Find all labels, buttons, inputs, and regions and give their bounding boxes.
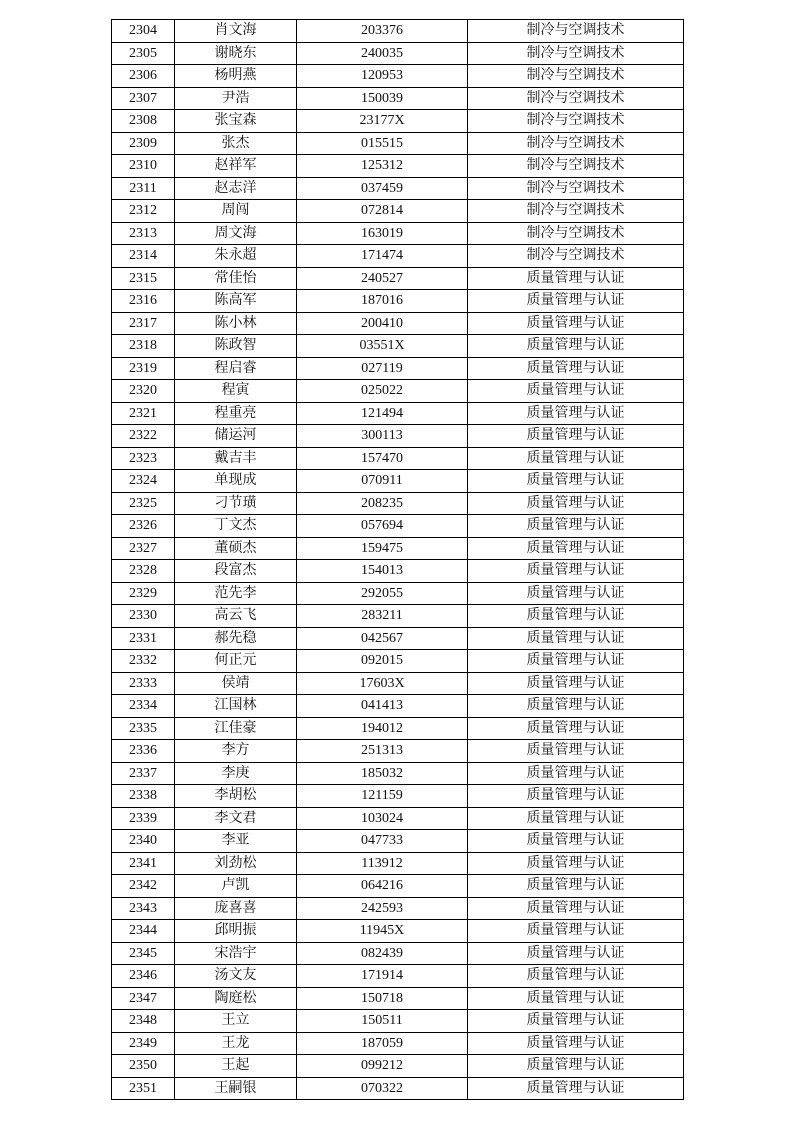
row-number-cell: 2342	[112, 875, 175, 898]
id-cell: 082439	[297, 942, 468, 965]
id-cell: 092015	[297, 650, 468, 673]
major-cell: 质量管理与认证	[468, 605, 684, 628]
name-cell: 朱永超	[175, 245, 297, 268]
name-cell: 杨明燕	[175, 65, 297, 88]
id-cell: 150039	[297, 87, 468, 110]
id-cell: 171474	[297, 245, 468, 268]
major-cell: 质量管理与认证	[468, 492, 684, 515]
table-row	[112, 402, 684, 425]
row-number-cell: 2322	[112, 425, 175, 448]
row-number-cell: 2325	[112, 492, 175, 515]
row-number-cell: 2306	[112, 65, 175, 88]
row-number-cell: 2308	[112, 110, 175, 133]
id-cell: 041413	[297, 695, 468, 718]
row-number-cell: 2324	[112, 470, 175, 493]
major-cell: 质量管理与认证	[468, 470, 684, 493]
name-cell: 宋浩宇	[175, 942, 297, 965]
name-cell: 周闯	[175, 200, 297, 223]
row-number-cell: 2315	[112, 267, 175, 290]
id-cell: 154013	[297, 560, 468, 583]
name-cell: 储运河	[175, 425, 297, 448]
table-row	[112, 515, 684, 538]
row-number-cell: 2351	[112, 1077, 175, 1100]
table-row	[112, 470, 684, 493]
major-cell: 质量管理与认证	[468, 650, 684, 673]
major-cell: 质量管理与认证	[468, 785, 684, 808]
id-cell: 208235	[297, 492, 468, 515]
id-cell: 070911	[297, 470, 468, 493]
major-cell: 质量管理与认证	[468, 807, 684, 830]
name-cell: 尹浩	[175, 87, 297, 110]
row-number-cell: 2334	[112, 695, 175, 718]
major-cell: 制冷与空调技术	[468, 200, 684, 223]
table-row	[112, 582, 684, 605]
major-cell: 制冷与空调技术	[468, 110, 684, 133]
name-cell: 张杰	[175, 132, 297, 155]
name-cell: 汤文友	[175, 965, 297, 988]
table-row	[112, 830, 684, 853]
table-row	[112, 335, 684, 358]
major-cell: 质量管理与认证	[468, 897, 684, 920]
major-cell: 质量管理与认证	[468, 560, 684, 583]
name-cell: 江国林	[175, 695, 297, 718]
table-row	[112, 1010, 684, 1033]
table-row	[112, 672, 684, 695]
row-number-cell: 2345	[112, 942, 175, 965]
id-cell: 23177X	[297, 110, 468, 133]
table-row	[112, 357, 684, 380]
row-number-cell: 2347	[112, 987, 175, 1010]
id-cell: 121494	[297, 402, 468, 425]
major-cell: 制冷与空调技术	[468, 245, 684, 268]
table-row	[112, 537, 684, 560]
row-number-cell: 2344	[112, 920, 175, 943]
row-number-cell: 2348	[112, 1010, 175, 1033]
name-cell: 常佳怡	[175, 267, 297, 290]
major-cell: 质量管理与认证	[468, 267, 684, 290]
name-cell: 王立	[175, 1010, 297, 1033]
major-cell: 制冷与空调技术	[468, 42, 684, 65]
name-cell: 刁节璜	[175, 492, 297, 515]
table-row	[112, 312, 684, 335]
row-number-cell: 2307	[112, 87, 175, 110]
major-cell: 质量管理与认证	[468, 290, 684, 313]
id-cell: 027119	[297, 357, 468, 380]
id-cell: 300113	[297, 425, 468, 448]
table-row	[112, 1055, 684, 1078]
id-cell: 03551X	[297, 335, 468, 358]
major-cell: 质量管理与认证	[468, 852, 684, 875]
name-cell: 王龙	[175, 1032, 297, 1055]
row-number-cell: 2319	[112, 357, 175, 380]
table-row	[112, 20, 684, 43]
name-cell: 董硕杰	[175, 537, 297, 560]
major-cell: 质量管理与认证	[468, 627, 684, 650]
table-row	[112, 155, 684, 178]
major-cell: 质量管理与认证	[468, 515, 684, 538]
name-cell: 陈小林	[175, 312, 297, 335]
id-cell: 292055	[297, 582, 468, 605]
id-cell: 159475	[297, 537, 468, 560]
table-row	[112, 965, 684, 988]
row-number-cell: 2340	[112, 830, 175, 853]
major-cell: 质量管理与认证	[468, 357, 684, 380]
major-cell: 质量管理与认证	[468, 942, 684, 965]
row-number-cell: 2316	[112, 290, 175, 313]
row-number-cell: 2350	[112, 1055, 175, 1078]
row-number-cell: 2323	[112, 447, 175, 470]
row-number-cell: 2349	[112, 1032, 175, 1055]
row-number-cell: 2309	[112, 132, 175, 155]
name-cell: 谢晓东	[175, 42, 297, 65]
table-row	[112, 920, 684, 943]
roster-table	[111, 19, 684, 1100]
row-number-cell: 2331	[112, 627, 175, 650]
table-row	[112, 762, 684, 785]
table-row	[112, 717, 684, 740]
row-number-cell: 2327	[112, 537, 175, 560]
table-row	[112, 65, 684, 88]
major-cell: 质量管理与认证	[468, 582, 684, 605]
major-cell: 质量管理与认证	[468, 875, 684, 898]
id-cell: 120953	[297, 65, 468, 88]
id-cell: 037459	[297, 177, 468, 200]
row-number-cell: 2313	[112, 222, 175, 245]
row-number-cell: 2317	[112, 312, 175, 335]
table-row	[112, 200, 684, 223]
table-row	[112, 245, 684, 268]
name-cell: 赵志洋	[175, 177, 297, 200]
table-row	[112, 897, 684, 920]
id-cell: 163019	[297, 222, 468, 245]
major-cell: 质量管理与认证	[468, 1032, 684, 1055]
name-cell: 单现成	[175, 470, 297, 493]
id-cell: 251313	[297, 740, 468, 763]
table-row	[112, 627, 684, 650]
name-cell: 段富杰	[175, 560, 297, 583]
table-row	[112, 852, 684, 875]
row-number-cell: 2336	[112, 740, 175, 763]
table-row	[112, 380, 684, 403]
major-cell: 质量管理与认证	[468, 402, 684, 425]
table-row	[112, 942, 684, 965]
name-cell: 程寅	[175, 380, 297, 403]
name-cell: 陈高军	[175, 290, 297, 313]
id-cell: 194012	[297, 717, 468, 740]
major-cell: 制冷与空调技术	[468, 177, 684, 200]
row-number-cell: 2314	[112, 245, 175, 268]
id-cell: 187016	[297, 290, 468, 313]
name-cell: 高云飞	[175, 605, 297, 628]
major-cell: 制冷与空调技术	[468, 132, 684, 155]
id-cell: 072814	[297, 200, 468, 223]
row-number-cell: 2335	[112, 717, 175, 740]
table-row	[112, 1032, 684, 1055]
name-cell: 肖文海	[175, 20, 297, 43]
name-cell: 陈政智	[175, 335, 297, 358]
major-cell: 质量管理与认证	[468, 717, 684, 740]
row-number-cell: 2304	[112, 20, 175, 43]
major-cell: 制冷与空调技术	[468, 222, 684, 245]
table-row	[112, 492, 684, 515]
name-cell: 庞喜喜	[175, 897, 297, 920]
id-cell: 099212	[297, 1055, 468, 1078]
id-cell: 025022	[297, 380, 468, 403]
name-cell: 丁文杰	[175, 515, 297, 538]
major-cell: 质量管理与认证	[468, 1055, 684, 1078]
id-cell: 283211	[297, 605, 468, 628]
name-cell: 郝先稳	[175, 627, 297, 650]
table-row	[112, 110, 684, 133]
row-number-cell: 2305	[112, 42, 175, 65]
row-number-cell: 2338	[112, 785, 175, 808]
table-row	[112, 267, 684, 290]
name-cell: 李文君	[175, 807, 297, 830]
major-cell: 质量管理与认证	[468, 965, 684, 988]
name-cell: 周文海	[175, 222, 297, 245]
name-cell: 范先李	[175, 582, 297, 605]
row-number-cell: 2333	[112, 672, 175, 695]
id-cell: 203376	[297, 20, 468, 43]
major-cell: 质量管理与认证	[468, 695, 684, 718]
id-cell: 064216	[297, 875, 468, 898]
major-cell: 质量管理与认证	[468, 425, 684, 448]
id-cell: 185032	[297, 762, 468, 785]
major-cell: 制冷与空调技术	[468, 20, 684, 43]
name-cell: 邱明振	[175, 920, 297, 943]
name-cell: 赵祥军	[175, 155, 297, 178]
table-row	[112, 740, 684, 763]
id-cell: 242593	[297, 897, 468, 920]
major-cell: 质量管理与认证	[468, 312, 684, 335]
name-cell: 程重亮	[175, 402, 297, 425]
table-row	[112, 290, 684, 313]
id-cell: 125312	[297, 155, 468, 178]
major-cell: 质量管理与认证	[468, 447, 684, 470]
row-number-cell: 2343	[112, 897, 175, 920]
table-row	[112, 785, 684, 808]
table-row	[112, 177, 684, 200]
row-number-cell: 2320	[112, 380, 175, 403]
name-cell: 李方	[175, 740, 297, 763]
major-cell: 制冷与空调技术	[468, 87, 684, 110]
major-cell: 质量管理与认证	[468, 672, 684, 695]
name-cell: 李庚	[175, 762, 297, 785]
row-number-cell: 2330	[112, 605, 175, 628]
id-cell: 047733	[297, 830, 468, 853]
row-number-cell: 2337	[112, 762, 175, 785]
table-row	[112, 87, 684, 110]
table-row	[112, 807, 684, 830]
table-row	[112, 560, 684, 583]
row-number-cell: 2311	[112, 177, 175, 200]
table-row	[112, 42, 684, 65]
major-cell: 质量管理与认证	[468, 1010, 684, 1033]
name-cell: 卢凯	[175, 875, 297, 898]
name-cell: 李亚	[175, 830, 297, 853]
table-row	[112, 650, 684, 673]
name-cell: 江佳豪	[175, 717, 297, 740]
document-page	[111, 19, 683, 1100]
table-row	[112, 222, 684, 245]
major-cell: 质量管理与认证	[468, 762, 684, 785]
row-number-cell: 2321	[112, 402, 175, 425]
name-cell: 王起	[175, 1055, 297, 1078]
name-cell: 程启睿	[175, 357, 297, 380]
major-cell: 质量管理与认证	[468, 380, 684, 403]
row-number-cell: 2310	[112, 155, 175, 178]
id-cell: 157470	[297, 447, 468, 470]
row-number-cell: 2328	[112, 560, 175, 583]
id-cell: 070322	[297, 1077, 468, 1100]
id-cell: 11945X	[297, 920, 468, 943]
major-cell: 制冷与空调技术	[468, 155, 684, 178]
table-row	[112, 425, 684, 448]
row-number-cell: 2332	[112, 650, 175, 673]
table-row	[112, 875, 684, 898]
name-cell: 张宝森	[175, 110, 297, 133]
id-cell: 171914	[297, 965, 468, 988]
major-cell: 质量管理与认证	[468, 335, 684, 358]
id-cell: 057694	[297, 515, 468, 538]
id-cell: 150511	[297, 1010, 468, 1033]
row-number-cell: 2346	[112, 965, 175, 988]
name-cell: 侯靖	[175, 672, 297, 695]
id-cell: 240527	[297, 267, 468, 290]
major-cell: 质量管理与认证	[468, 920, 684, 943]
id-cell: 042567	[297, 627, 468, 650]
name-cell: 王嗣银	[175, 1077, 297, 1100]
id-cell: 240035	[297, 42, 468, 65]
row-number-cell: 2329	[112, 582, 175, 605]
id-cell: 113912	[297, 852, 468, 875]
name-cell: 刘劲松	[175, 852, 297, 875]
row-number-cell: 2326	[112, 515, 175, 538]
id-cell: 015515	[297, 132, 468, 155]
major-cell: 制冷与空调技术	[468, 65, 684, 88]
row-number-cell: 2318	[112, 335, 175, 358]
row-number-cell: 2339	[112, 807, 175, 830]
row-number-cell: 2312	[112, 200, 175, 223]
table-body	[112, 20, 684, 1100]
major-cell: 质量管理与认证	[468, 987, 684, 1010]
table-row	[112, 605, 684, 628]
table-row	[112, 695, 684, 718]
id-cell: 121159	[297, 785, 468, 808]
name-cell: 戴吉丰	[175, 447, 297, 470]
name-cell: 李胡松	[175, 785, 297, 808]
major-cell: 质量管理与认证	[468, 740, 684, 763]
table-row	[112, 1077, 684, 1100]
table-row	[112, 987, 684, 1010]
name-cell: 陶庭松	[175, 987, 297, 1010]
id-cell: 187059	[297, 1032, 468, 1055]
major-cell: 质量管理与认证	[468, 537, 684, 560]
table-row	[112, 447, 684, 470]
id-cell: 150718	[297, 987, 468, 1010]
major-cell: 质量管理与认证	[468, 1077, 684, 1100]
name-cell: 何正元	[175, 650, 297, 673]
table-row	[112, 132, 684, 155]
id-cell: 103024	[297, 807, 468, 830]
id-cell: 200410	[297, 312, 468, 335]
row-number-cell: 2341	[112, 852, 175, 875]
major-cell: 质量管理与认证	[468, 830, 684, 853]
id-cell: 17603X	[297, 672, 468, 695]
